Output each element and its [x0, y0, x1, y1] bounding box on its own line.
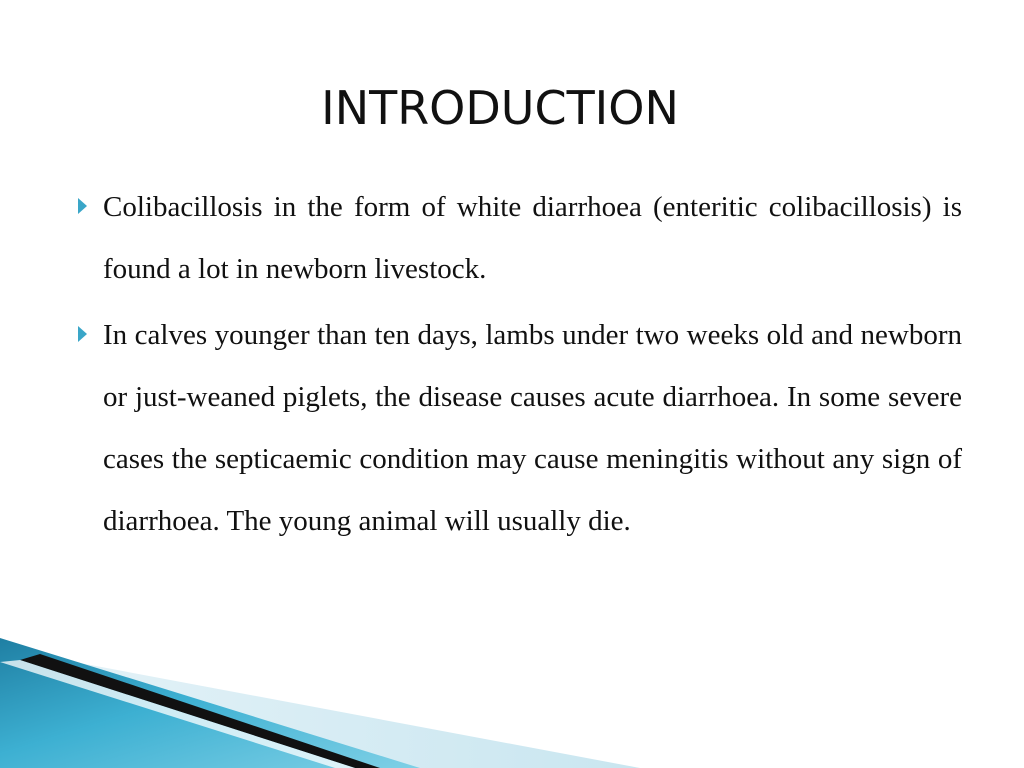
bullet-list — [70, 176, 962, 556]
triangle-right-icon — [78, 326, 87, 342]
bullet-text-1: Colibacillosis in the form of white diarrhoea (enteritic colibacillosis) is found a lot in newborn livestock. — [103, 191, 962, 285]
bullet-item-2 — [70, 304, 962, 552]
bullet-text-2: In calves younger than ten days, lambs under two weeks old and newborn or just-weaned piglets, the disease causes acute diarrhoea. In some severe cases the septicaemic condition may cause meningitis without any sign of diarrhoea. The young animal will usually die. — [103, 319, 962, 537]
bullet-item-1 — [70, 176, 962, 300]
slide-title: INTRODUCTION — [321, 81, 679, 135]
corner-swoosh-decoration — [0, 638, 1024, 768]
teal-swoosh — [0, 638, 420, 768]
triangle-right-icon — [78, 198, 87, 214]
